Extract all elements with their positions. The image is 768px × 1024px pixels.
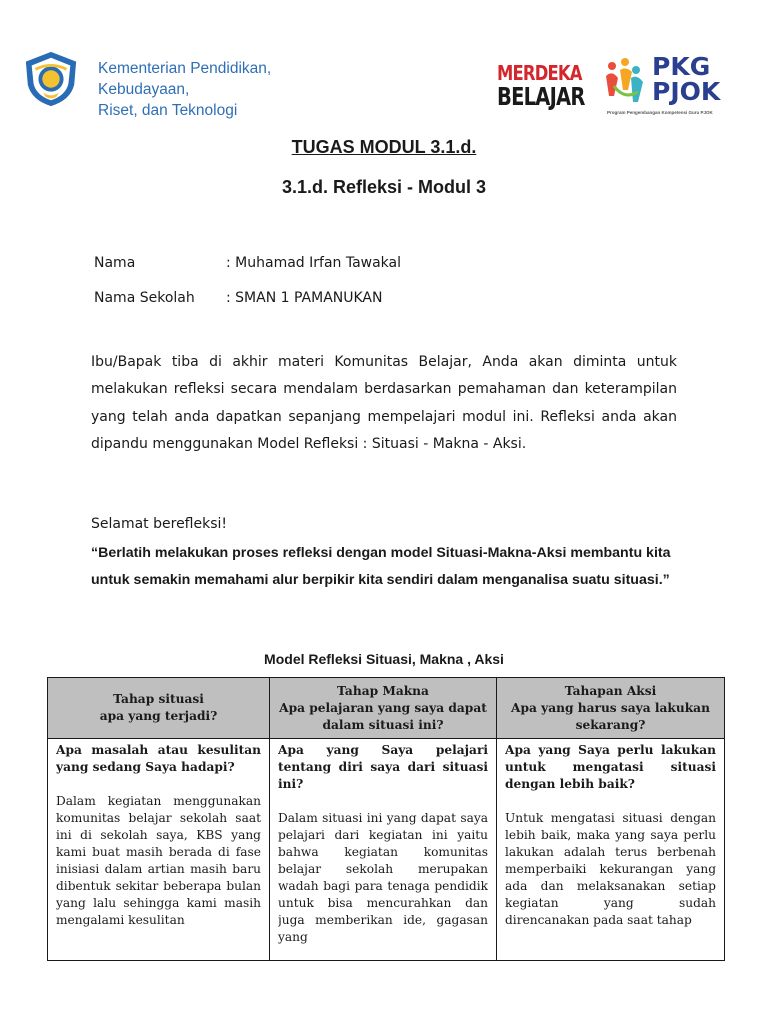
merdeka-text: MERDEKA: [497, 61, 582, 85]
ministry-line-2: Kebudayaan,: [98, 81, 190, 98]
pkg-pjok-figures-icon: [604, 56, 644, 108]
school-value: : SMAN 1 PAMANUKAN: [226, 290, 383, 306]
header-makna-title: Tahap Makna: [337, 683, 429, 698]
header-situasi: [48, 678, 270, 739]
header-aksi: [497, 678, 725, 739]
reflection-table: [47, 677, 725, 961]
pkg-pjok-logo-text: [652, 54, 720, 104]
ministry-name: [98, 58, 271, 121]
header-aksi-question: Apa yang harus saya lakukan sekarang?: [511, 700, 710, 732]
cell-makna-question: Apa yang Saya pelajari tentang diri saya dari situasi ini?: [278, 743, 488, 791]
cell-situasi-question: Apa masalah atau kesulitan yang sedang Saya hadapi?: [56, 743, 261, 774]
cell-situasi: [48, 739, 270, 961]
header-situasi-question: apa yang terjadi?: [99, 709, 218, 723]
intro-paragraph: Ibu/Bapak tiba di akhir materi Komunitas Belajar, Anda akan diminta untuk melakukan refleksi secara mendalam berdasarkan pemahaman dan keterampilan yang telah anda dapatkan sepanjang mempelajari modul ini. Refleksi anda akan dipandu menggunakan Model Refleksi : Situasi - Makna - Aksi.: [91, 354, 677, 453]
tut-wuri-handayani-logo-icon: [22, 50, 80, 108]
document-title: TUGAS MODUL 3.1.d.: [291, 137, 477, 157]
document-subtitle: 3.1.d. Refleksi - Modul 3: [281, 177, 487, 197]
belajar-text: BELAJAR: [497, 82, 585, 111]
name-row: [94, 255, 401, 271]
header-makna-question: Apa pelajaran yang saya dapat dalam situasi ini?: [279, 700, 487, 732]
header-aksi-title: Tahapan Aksi: [564, 683, 657, 698]
table-row: [48, 739, 725, 961]
pkg-text: PKG: [652, 52, 711, 81]
table-title: Model Refleksi Situasi, Makna , Aksi: [264, 651, 504, 667]
header-situasi-title: Tahap situasi: [113, 692, 204, 706]
header-makna: [270, 678, 497, 739]
school-row: [94, 290, 382, 306]
cell-makna-answer: Dalam situasi ini yang dapat saya pelajari dari kegiatan ini yaitu bahwa kegiatan komunitas belajar sekolah merupakan wadah bagi para tenaga pendidik untuk bisa mencurahkan dan juga memberikan ide, gagasan yang: [278, 811, 488, 944]
table-header-row: [48, 678, 725, 739]
school-label: Nama Sekolah: [94, 290, 195, 306]
ministry-line-1: Kementerian Pendidikan,: [98, 60, 272, 77]
cell-aksi: [497, 739, 725, 961]
pjok-text: PJOK: [652, 77, 721, 106]
cell-makna: [270, 739, 497, 961]
cell-situasi-answer: Dalam kegiatan menggunakan komunitas belajar sekolah saat ini di sekolah saya, KBS yang kami buat masih berada di fase inisiasi dalam artian masih baru dibentuk sekitar beberapa bulan yang lalu sehingga kami masih mengalami kesulitan: [56, 794, 261, 927]
name-value: : Muhamad Irfan Tawakal: [226, 255, 402, 271]
cell-aksi-answer: Untuk mengatasi situasi dengan lebih baik, maka yang saya perlu lakukan adalah terus berbenah memperbaiki kekurangan yang ada dan melaksanakan setiap kegiatan yang sudah direncanakan pada saat tahap: [505, 811, 716, 927]
pkg-subtitle: Program Pengembangan Kompetensi Guru PJOK: [607, 110, 713, 115]
cell-aksi-question: Apa yang Saya perlu lakukan untuk mengatasi situasi dengan lebih baik?: [505, 743, 716, 791]
quote-text: “Berlatih melakukan proses refleksi dengan model Situasi-Makna-Aksi membantu kita untuk semakin memahami alur berpikir kita sendiri dalam menganalisa suatu situasi.”: [91, 545, 671, 588]
name-label: Nama: [94, 255, 136, 271]
document-header: [0, 0, 768, 130]
greeting-text: Selamat berefleksi!: [91, 516, 228, 532]
merdeka-belajar-logo: [497, 62, 609, 109]
ministry-line-3: Riset, dan Teknologi: [98, 102, 238, 119]
